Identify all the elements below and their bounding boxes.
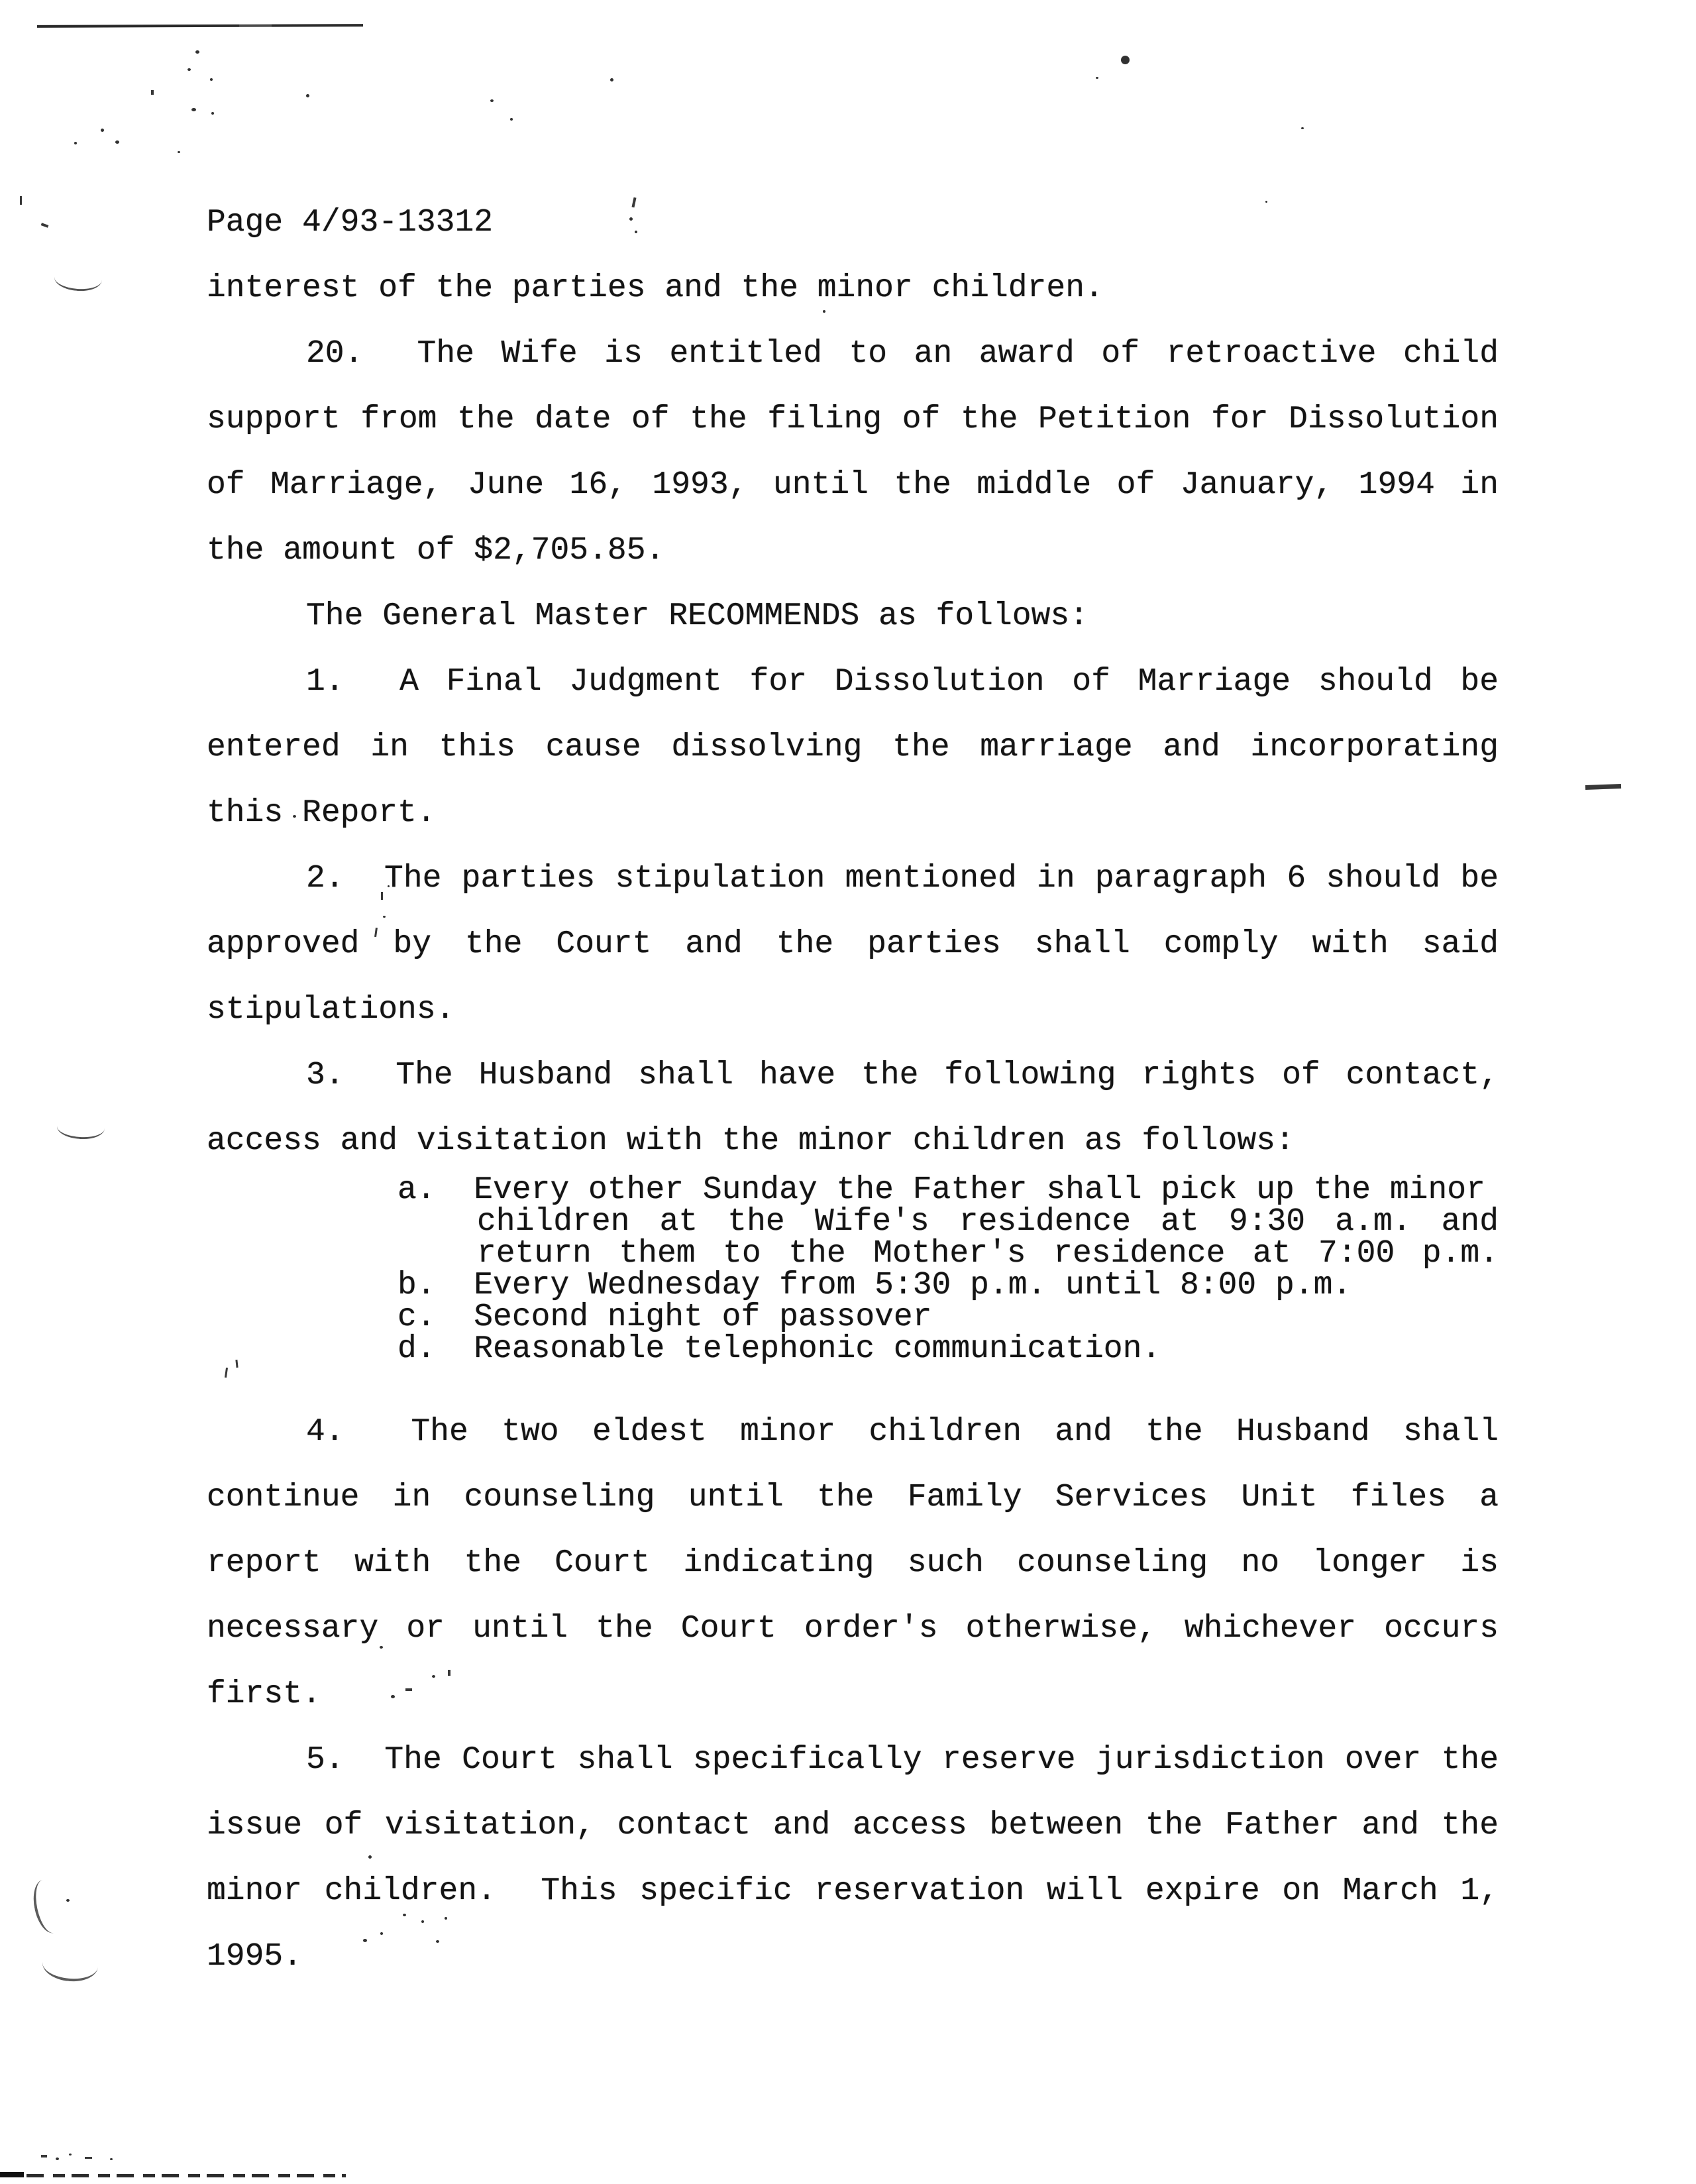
scan-speckle xyxy=(110,2158,113,2160)
list-item-b: b. Every Wednesday from 5:30 p.m. until 8:00 p.m. xyxy=(398,1268,1352,1303)
list-item-a-cont: return them to the Mother's residence at 7:00 p.m. xyxy=(477,1236,1499,1272)
scan-speckle xyxy=(151,90,154,95)
scan-ring-mark xyxy=(29,1877,68,1936)
scan-speckle xyxy=(191,108,196,111)
text-line: 5. The Court shall specifically reserve jurisdiction over the xyxy=(306,1742,1499,1778)
scan-speckle xyxy=(69,2154,72,2156)
text-line: support from the date of the filing of the Petition for Dissolution xyxy=(207,402,1499,437)
scan-speckle xyxy=(41,223,49,228)
scan-speckle xyxy=(41,2155,47,2157)
list-item-a: a. Every other Sunday the Father shall pick up the minor xyxy=(398,1172,1485,1208)
text-line: 3. The Husband shall have the following rights of contact, xyxy=(306,1058,1499,1093)
scan-ring-mark xyxy=(41,1945,99,1983)
scan-speckle xyxy=(85,2157,92,2159)
scan-speckle xyxy=(306,94,309,97)
text-line: first. xyxy=(207,1676,321,1712)
text-line: 20. The Wife is entitled to an award of retroactive child xyxy=(306,336,1499,372)
text-line: this Report. xyxy=(207,795,436,831)
text-line: The General Master RECOMMENDS as follows: xyxy=(306,598,1088,634)
scan-speckle xyxy=(178,151,180,153)
scan-bottom-dashes xyxy=(26,2174,346,2177)
text-line: 1995. xyxy=(207,1939,303,1975)
list-item-d: d. Reasonable telephonic communication. xyxy=(398,1331,1161,1367)
scan-arc-mark xyxy=(56,1115,105,1140)
scan-bottom-edge xyxy=(0,2172,24,2177)
scan-speckle xyxy=(1096,77,1098,79)
scan-speckle xyxy=(66,1899,70,1902)
text-line: of Marriage, June 16, 1993, until the middle of January, 1994 in xyxy=(207,467,1499,503)
scan-speckle xyxy=(490,99,494,102)
text-line: 2. The parties stipulation mentioned in paragraph 6 should be xyxy=(306,861,1499,897)
scan-speckle xyxy=(195,50,199,54)
scan-top-rule xyxy=(37,24,363,28)
text-line: 1. A Final Judgment for Dissolution of Marriage should be xyxy=(306,664,1499,700)
scan-speckle xyxy=(210,78,213,81)
scan-speckle xyxy=(1301,127,1304,129)
list-item-a-cont: children at the Wife's residence at 9:30 a.m. and xyxy=(477,1204,1499,1240)
scan-speckle xyxy=(20,196,22,205)
scan-speckle xyxy=(74,142,77,144)
list-item-c: c. Second night of passover xyxy=(398,1299,932,1335)
document-text xyxy=(207,190,1499,1990)
scan-speckle xyxy=(610,78,613,82)
text-line: continue in counseling until the Family Services Unit files a xyxy=(207,1480,1499,1515)
text-line: report with the Court indicating such counseling no longer is xyxy=(207,1545,1499,1581)
scan-speckle xyxy=(211,112,214,115)
text-line: interest of the parties and the minor children. xyxy=(207,270,1104,306)
scan-arc-mark xyxy=(54,265,103,293)
text-line: minor children. This specific reservation will expire on March 1, xyxy=(207,1873,1499,1909)
scan-dash-mark xyxy=(1585,784,1621,790)
scan-speckle xyxy=(187,68,191,71)
text-line: entered in this cause dissolving the marriage and incorporating xyxy=(207,730,1499,765)
scan-speckle xyxy=(56,2157,59,2160)
page-number: Page 4/93-13312 xyxy=(207,205,494,241)
scan-speckle xyxy=(510,118,513,121)
text-line: stipulations. xyxy=(207,992,455,1028)
text-line: access and visitation with the minor children as follows: xyxy=(207,1123,1295,1159)
scan-speckle xyxy=(101,129,104,132)
text-line: approved by the Court and the parties shall comply with said xyxy=(207,926,1499,962)
text-line: the amount of $2,705.85. xyxy=(207,533,665,569)
text-line: issue of visitation, contact and access between the Father and the xyxy=(207,1808,1499,1843)
scan-speckle xyxy=(115,140,119,144)
text-line: 4. The two eldest minor children and the Husband shall xyxy=(306,1414,1499,1450)
scan-ink-blot xyxy=(1121,56,1130,64)
text-line: necessary or until the Court order's otherwise, whichever occurs xyxy=(207,1611,1499,1647)
